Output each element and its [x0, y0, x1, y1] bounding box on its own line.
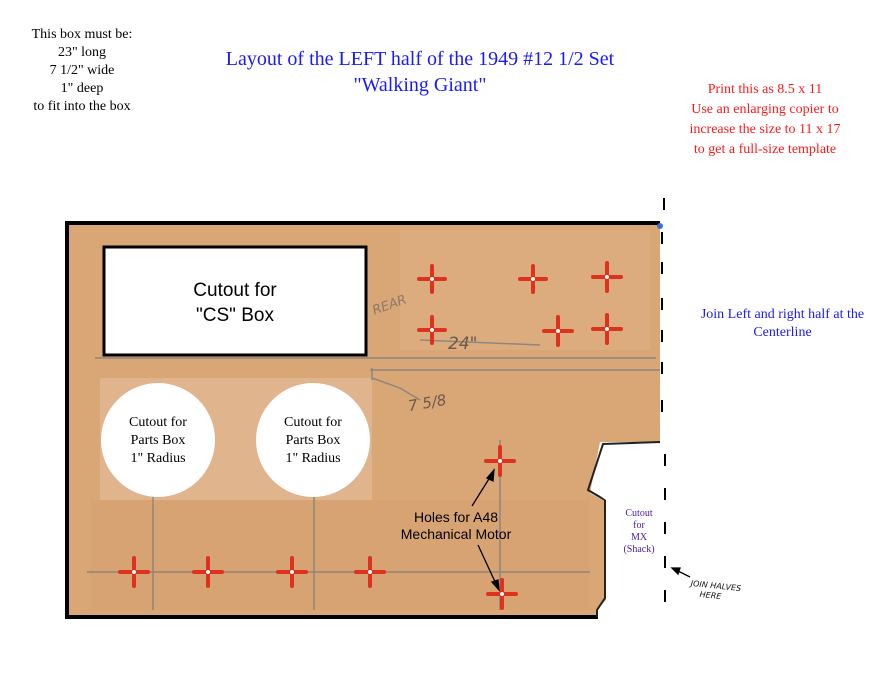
parts-label-line: 1" Radius — [130, 451, 186, 466]
parts-box-label-1 — [93, 414, 223, 468]
cs-label-line: Cutout for — [193, 280, 277, 301]
rear-marking: REAR — [370, 292, 409, 319]
parts-label-line: Cutout for — [129, 415, 187, 430]
mx-cutout-label — [608, 508, 670, 556]
parts-label-line: Parts Box — [130, 433, 186, 448]
title-line-2: "Walking Giant" — [353, 74, 487, 96]
mx-label-line: (Shack) — [623, 544, 655, 555]
box-note-line: 7 1/2" wide — [49, 63, 115, 78]
print-line: Print this as 8.5 x 11 — [707, 82, 823, 97]
cs-label-line: "CS" Box — [196, 305, 274, 326]
centerline-marker — [657, 223, 663, 229]
box-note-line: This box must be: — [31, 27, 133, 42]
motor-label-line: Holes for A48 — [413, 509, 499, 525]
title-line-1: Layout of the LEFT half of the 1949 #12 1/2 Set — [225, 48, 615, 70]
join-halves-line: JOIN HALVES — [690, 578, 742, 594]
dimension-length: 24" — [448, 334, 478, 354]
parts-label-line: Parts Box — [285, 433, 341, 448]
motor-holes-label — [376, 509, 536, 543]
print-line: to get a full-size template — [693, 142, 837, 157]
motor-label-line: Mechanical Motor — [400, 526, 512, 542]
mx-label-line: MX — [630, 532, 648, 543]
parts-box-label-2 — [248, 414, 378, 468]
cs-box-label — [104, 278, 366, 328]
join-line: Centerline — [753, 325, 812, 340]
parts-label-line: 1" Radius — [285, 451, 341, 466]
box-note-line: to fit into the box — [33, 99, 131, 114]
dimension-width: 7 5/8 — [406, 390, 448, 416]
print-line: increase the size to 11 x 17 — [689, 122, 841, 137]
print-line: Use an enlarging copier to — [691, 102, 839, 117]
mx-label-line: for — [633, 520, 645, 531]
join-arrow — [672, 568, 690, 577]
box-note-line: 23" long — [57, 45, 107, 60]
join-line: Join Left and right half at the — [700, 307, 865, 322]
box-note-line: 1" deep — [60, 81, 104, 96]
parts-label-line: Cutout for — [284, 415, 342, 430]
join-halves-line: HERE — [699, 589, 722, 602]
mx-label-line: Cutout — [625, 508, 653, 519]
